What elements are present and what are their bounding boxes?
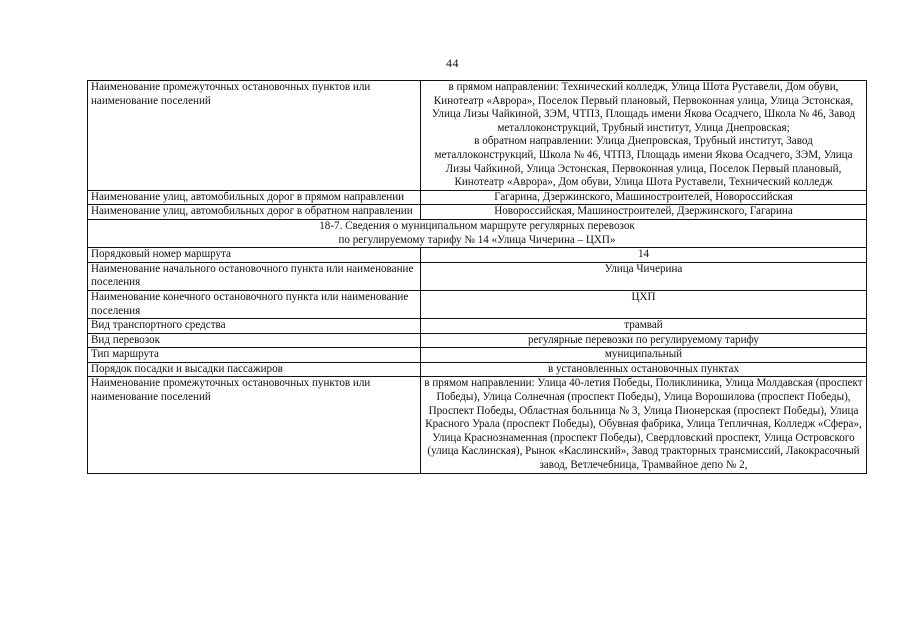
row-label: Наименование промежуточных остановочных пунктов или наименование поселений [88, 81, 421, 191]
table-row [88, 81, 867, 191]
row-label: Порядковый номер маршрута [88, 248, 421, 263]
row-label: Наименование начального остановочного пункта или наименование поселения [88, 262, 421, 290]
section-header-row [88, 219, 867, 247]
row-label: Наименование промежуточных остановочных пунктов или наименование поселений [88, 377, 421, 473]
row-value: трамвай [421, 319, 867, 334]
table-row [88, 333, 867, 348]
row-value: 14 [421, 248, 867, 263]
row-label: Тип маршрута [88, 348, 421, 363]
section-title-line-1: 18-7. Сведения о муниципальном маршруте регулярных перевозок [319, 219, 635, 232]
row-value: Гагарина, Дзержинского, Машиностроителей, Новороссийская [421, 190, 867, 205]
backward-stops-text: в обратном направлении: Улица Днепровская, Трубный институт, Завод металлоконструкций, Школа № 46, ЧТПЗ, Площадь имени Якова Осадчего, ЗЭМ, Улица Лизы Чайкиной, Улица Эстонская, Первоконная улица, Поселок Первый плановый, Кинотеатр «Аврора», Дом обуви, Улица Шота Руставели, Технический колледж [434, 135, 853, 189]
table-row [88, 190, 867, 205]
table-row [88, 205, 867, 220]
row-label: Наименование конечного остановочного пункта или наименование поселения [88, 290, 421, 318]
row-value: Новороссийская, Машиностроителей, Дзержинского, Гагарина [421, 205, 867, 220]
table-row [88, 377, 867, 473]
table-row [88, 362, 867, 377]
row-label: Наименование улиц, автомобильных дорог в обратном направлении [88, 205, 421, 220]
row-value: ЦХП [421, 290, 867, 318]
row-value: Улица Чичерина [421, 262, 867, 290]
table-row [88, 262, 867, 290]
section-title-line-2: по регулируемому тарифу № 14 «Улица Чичерина – ЦХП» [338, 233, 616, 246]
page-number: 44 [446, 56, 459, 70]
row-label: Вид перевозок [88, 333, 421, 348]
row-label: Вид транспортного средства [88, 319, 421, 334]
table-row [88, 290, 867, 318]
table-row [88, 248, 867, 263]
row-value: муниципальный [421, 348, 867, 363]
table-row [88, 348, 867, 363]
row-label: Наименование улиц, автомобильных дорог в прямом направлении [88, 190, 421, 205]
route-info-table [87, 80, 867, 474]
row-value: регулярные перевозки по регулируемому тарифу [421, 333, 867, 348]
section-title [88, 219, 867, 247]
row-value: в установленных остановочных пунктах [421, 362, 867, 377]
row-value: в прямом направлении: Улица 40-летия Победы, Поликлиника, Улица Молдавская (проспект Победы), Улица Солнечная (проспект Победы), Улица Ворошилова (проспект Победы), Проспект Победы, Областная больница № 3, Улица Пионерская (проспект Победы), Улица Красного Урала (проспект Победы), Обувная фабрика, Улица Тепличная, Колледж «Сфера», Улица Краснознаменная (проспект Победы), Свердловский проспект, Улица Островского (улица Каслинская), Рынок «Каслинский», Завод тракторных трансмиссий, Лакокрасочный завод, Ветлечебница, Трамвайное депо № 2, [421, 377, 867, 473]
table-row [88, 319, 867, 334]
forward-stops-text: в прямом направлении: Технический колледж, Улица Шота Руставели, Дом обуви, Кинотеатр «Аврора», Поселок Первый плановый, Первоконная улица, Улица Эстонская, Улица Лизы Чайкиной, ЗЭМ, ЧТПЗ, Площадь имени Якова Осадчего, Школа № 46, Завод металлоконструкций, Трубный институт, Улица Днепровская; [431, 81, 856, 134]
row-value [421, 81, 867, 191]
row-label: Порядок посадки и высадки пассажиров [88, 362, 421, 377]
